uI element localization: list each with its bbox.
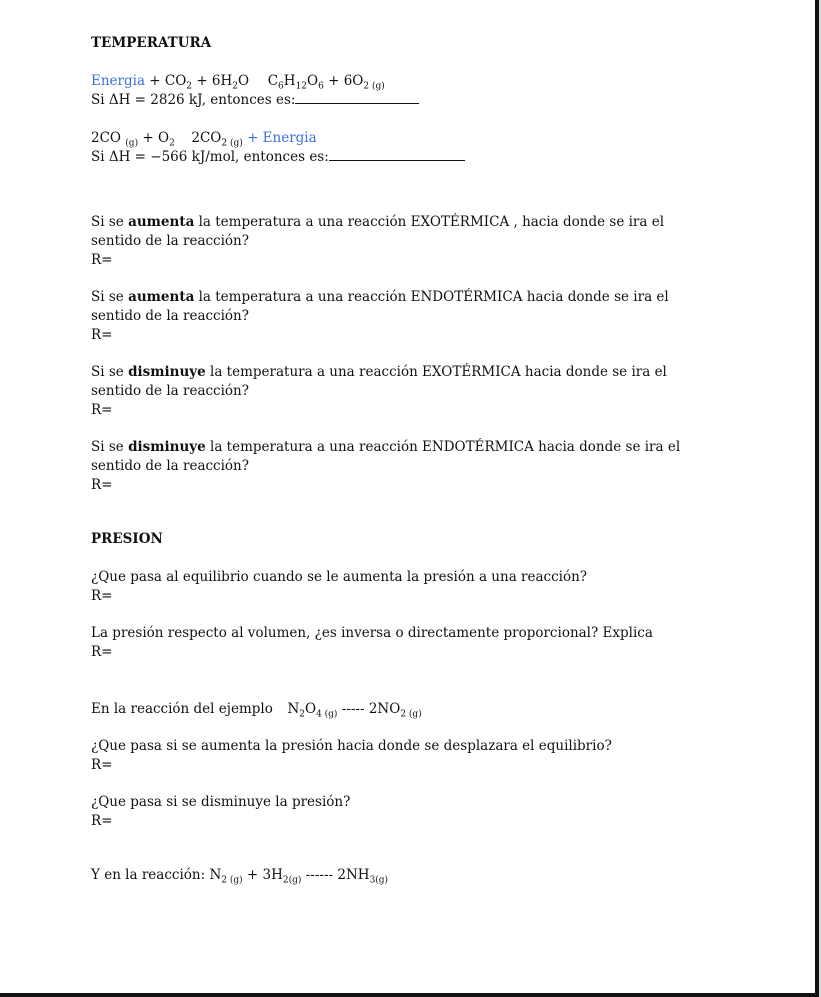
pressure-question-4: ¿Que pasa si se disminuye la presión? R= — [91, 793, 731, 831]
eq2-reactant-co: 2CO $_{(g)}$ — [91, 130, 139, 149]
answer-field[interactable]: R= — [91, 402, 113, 418]
answer-field[interactable]: R= — [91, 813, 113, 829]
eq2-plus-energy: + Energia — [247, 130, 317, 146]
eq1-reactant-h2o: + $6H_2O$ — [192, 73, 250, 92]
temp-question-4: Si se disminuye la temperatura a una reacción ENDOTÉRMICA hacia donde se ira el sentido de la reacción? R= — [91, 438, 731, 495]
equation-1 — [91, 72, 731, 91]
eq1-product-glucose: $C_6H_{12}O_6$ — [267, 73, 324, 92]
pressure-question-1: ¿Que pasa al equilibrio cuando se le aumenta la presión a una reacción? R= — [91, 568, 731, 606]
temp-question-2: Si se aumenta la temperatura a una reacción ENDOTÉRMICA hacia donde se ira el sentido de la reacción? R= — [91, 288, 731, 345]
eq1-delta-h-line: Si ΔH = 2826 kJ, entonces es: — [91, 91, 731, 110]
pressure-question-3: ¿Que pasa si se aumenta la presión hacia donde se desplazara el equilibrio? R= — [91, 737, 731, 775]
section-title-presion: PRESION — [91, 531, 163, 547]
answer-field[interactable]: R= — [91, 327, 113, 343]
eq2-reactant-o2: + $O_2$ — [138, 130, 175, 149]
temp-question-3: Si se disminuye la temperatura a una reacción EXOTÉRMICA hacia donde se ira el sentido de la reacción? R= — [91, 363, 731, 420]
answer-field[interactable]: R= — [91, 477, 113, 493]
eq2-delta-h-line: Si ΔH = −566 kJ/mol, entonces es: — [91, 148, 731, 167]
answer-blank-1[interactable] — [295, 91, 419, 104]
answer-field[interactable]: R= — [91, 757, 113, 773]
document-content — [91, 34, 731, 885]
eq1-reactant-co2: + $CO_2$ — [149, 73, 193, 92]
final-reaction: Y en la reacción: $N_{2 (g)} + 3H_{2(g)}$ ------ $2NH_{3(g)}$ — [91, 867, 389, 886]
section-title-temperatura: TEMPERATURA — [91, 35, 212, 51]
answer-field[interactable]: R= — [91, 644, 113, 660]
equation-2 — [91, 129, 731, 148]
answer-field[interactable]: R= — [91, 588, 113, 604]
answer-field[interactable]: R= — [91, 252, 113, 268]
eq1-product-o2: + $6O_{2 (g)}$ — [323, 73, 385, 92]
temp-question-1: Si se aumenta la temperatura a una reacción EXOTÉRMICA , hacia donde se ira el sentido de la reacción? R= — [91, 213, 731, 270]
energy-label: Energia — [91, 73, 145, 89]
pressure-question-2: La presión respecto al volumen, ¿es inversa o directamente proporcional? Explica R= — [91, 624, 731, 662]
answer-blank-2[interactable] — [329, 148, 465, 161]
eq2-product-co2: $2CO_{2 (g)}$ — [191, 130, 243, 149]
example-reaction: En la reacción del ejemplo $N_2O_{4 (g)}$ ----- $2NO_{2 (g)}$ — [91, 701, 422, 720]
